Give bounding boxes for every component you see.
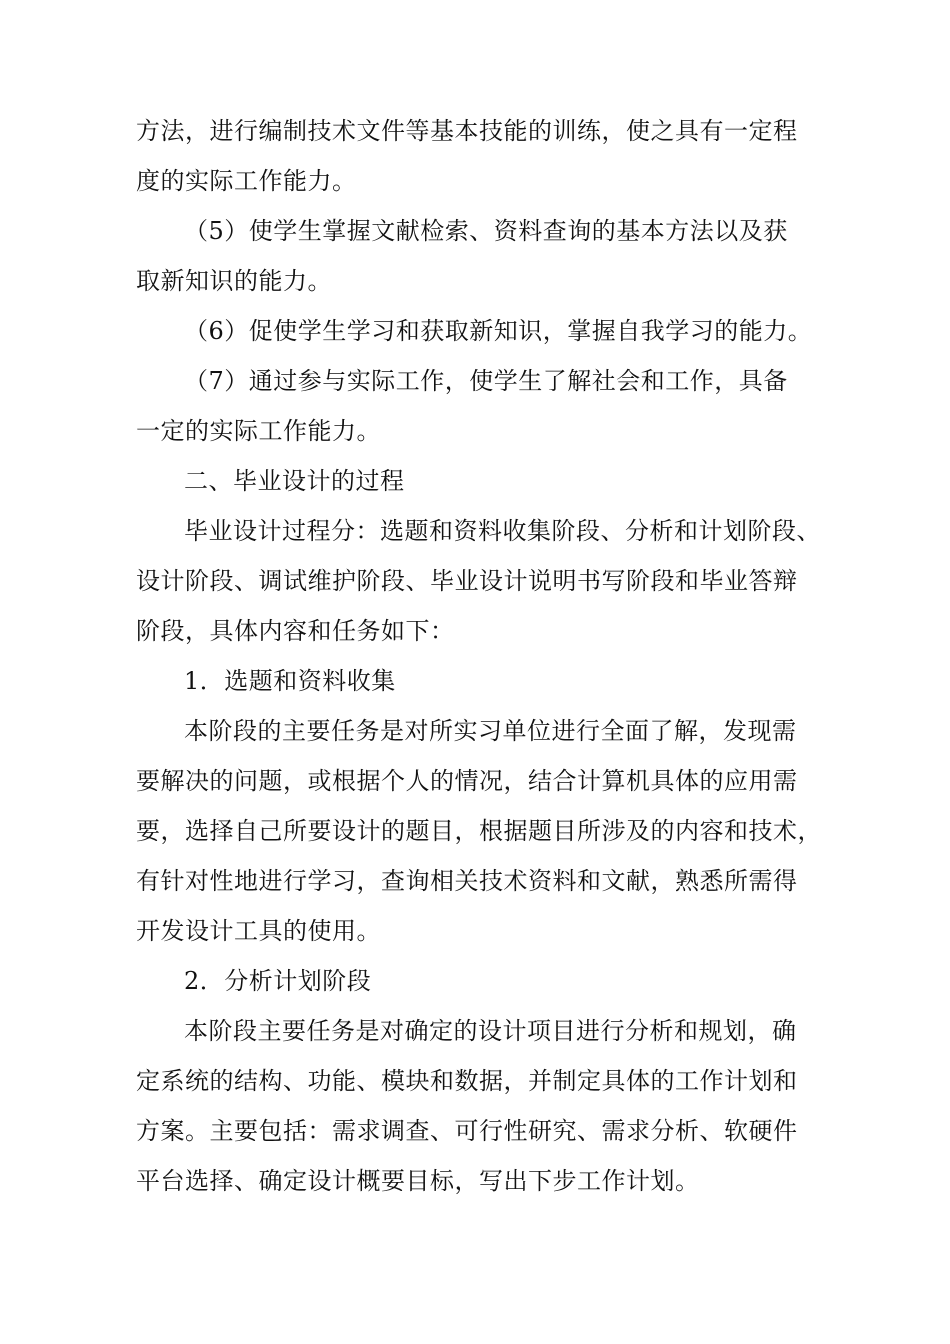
text-line: 有针对性地进行学习，查询相关技术资料和文献，熟悉所需得 <box>136 867 798 895</box>
text-line: （7）通过参与实际工作，使学生了解社会和工作，具备 <box>184 367 788 395</box>
text-line: 二、毕业设计的过程 <box>184 467 405 495</box>
text-line: 定系统的结构、功能、模块和数据，并制定具体的工作计划和 <box>136 1067 798 1095</box>
text-line: 2．分析计划阶段 <box>184 967 372 995</box>
text-line: 方法，进行编制技术文件等基本技能的训练，使之具有一定程 <box>136 117 798 145</box>
text-line: 要，选择自己所要设计的题目，根据题目所涉及的内容和技术， <box>136 817 822 845</box>
document-body <box>136 106 836 1206</box>
text-line: 方案。主要包括：需求调查、可行性研究、需求分析、软硬件 <box>136 1117 798 1145</box>
text-line: （6）促使学生学习和获取新知识，掌握自我学习的能力。 <box>184 317 813 345</box>
text-line: 本阶段主要任务是对确定的设计项目进行分析和规划，确 <box>184 1017 797 1045</box>
text-line: 毕业设计过程分：选题和资料收集阶段、分析和计划阶段、 <box>184 517 821 545</box>
text-line: 度的实际工作能力。 <box>136 167 357 195</box>
text-line: 一定的实际工作能力。 <box>136 417 381 445</box>
text-line: 本阶段的主要任务是对所实习单位进行全面了解，发现需 <box>184 717 797 745</box>
text-line: 开发设计工具的使用。 <box>136 917 381 945</box>
text-line: 阶段，具体内容和任务如下： <box>136 617 455 645</box>
text-line: 1．选题和资料收集 <box>184 667 396 695</box>
text-line: 设计阶段、调试维护阶段、毕业设计说明书写阶段和毕业答辩 <box>136 567 798 595</box>
text-line: （5）使学生掌握文献检索、资料查询的基本方法以及获 <box>184 217 788 245</box>
text-line: 要解决的问题，或根据个人的情况，结合计算机具体的应用需 <box>136 767 798 795</box>
text-line: 取新知识的能力。 <box>136 267 332 295</box>
text-line: 平台选择、确定设计概要目标，写出下步工作计划。 <box>136 1167 700 1195</box>
